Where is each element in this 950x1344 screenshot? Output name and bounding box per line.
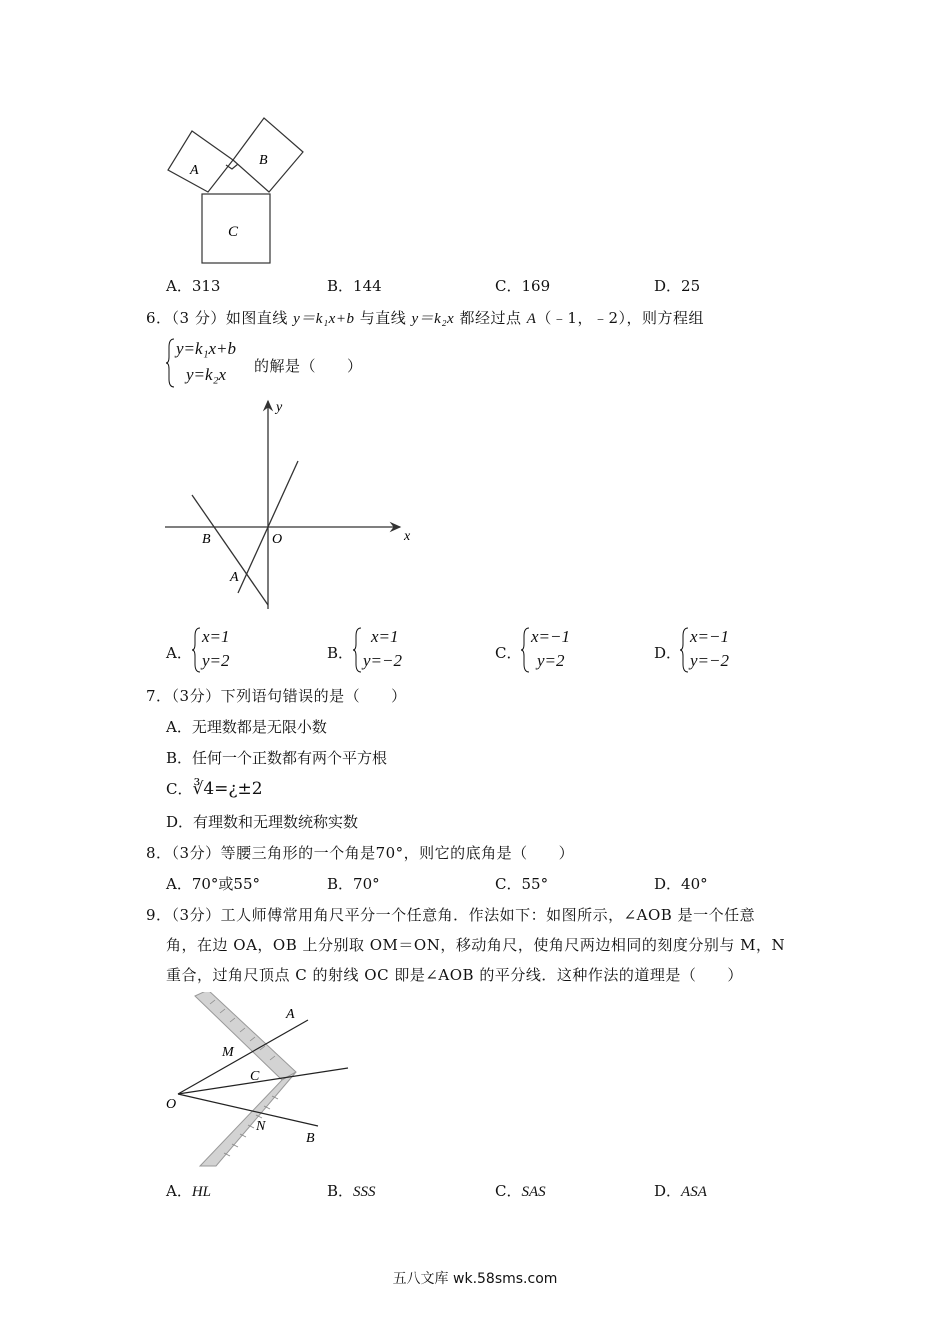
q9-option-b[interactable]: B．SSS (327, 1182, 376, 1200)
system-row-2: y=k₂x (186, 365, 227, 384)
q8-option-a[interactable]: A．70°或55° (166, 875, 261, 893)
square-b (233, 118, 303, 192)
q6-figure (160, 395, 420, 615)
carpenter-square (195, 992, 296, 1166)
label-c: C (250, 1069, 260, 1084)
q9-figure (160, 992, 352, 1170)
footer-watermark: 五八文库 wk.58sms.com (392, 1271, 558, 1287)
q6-option-a[interactable]: A． x=1 y=2 (166, 626, 286, 674)
label-m: M (222, 1045, 234, 1060)
q7-option-d[interactable]: D．有理数和无理数统称实数 (166, 813, 359, 831)
q8-option-c[interactable]: C．55° (495, 875, 549, 893)
label-c: C (228, 224, 239, 240)
q8-option-b[interactable]: B．70° (327, 875, 380, 893)
origin-label: O (272, 532, 283, 547)
q6-option-b[interactable]: B． x=1 y=−2 (327, 626, 457, 674)
label-n: N (256, 1119, 266, 1134)
label-a: A (190, 163, 199, 178)
q9-option-a[interactable]: A．HL (166, 1182, 212, 1200)
q7-option-c[interactable]: C．∛4=¿±2 (166, 779, 263, 799)
q7-option-b[interactable]: B．任何一个正数都有两个平方根 (166, 749, 388, 767)
q7-stem: 7．（3分）下列语句错误的是（ ） (146, 687, 407, 705)
q8-option-d[interactable]: D．40° (654, 875, 708, 893)
square-a (168, 131, 233, 192)
axis-label-x: x (404, 529, 411, 544)
q5-option-b[interactable]: B．144 (327, 277, 382, 295)
brace-icon (680, 627, 690, 673)
q7-option-a[interactable]: A．无理数都是无限小数 (166, 718, 327, 736)
q5-option-a[interactable]: A．313 (166, 277, 221, 295)
label-b: B (306, 1131, 315, 1146)
q6-option-c[interactable]: C． x=−1 y=2 (495, 626, 625, 674)
point-label-a: A (230, 570, 239, 585)
q9-stem-line-2: 角，在边 OA，OB 上分别取 OM＝ON，移动角尺，使角尺两边相同的刻度分别与 M，N (166, 936, 786, 954)
right-angle-mark (226, 164, 238, 169)
q6-stem-end: 的解是（ ） (254, 357, 363, 375)
q5-option-d[interactable]: D．25 (654, 277, 701, 295)
q9-option-c[interactable]: C．SAS (495, 1182, 546, 1200)
q5-figure (160, 112, 320, 272)
q9-stem-line-1: 9．（3分）工人师傅常用角尺平分一个任意角．作法如下：如图所示，∠AOB 是一个任意 (146, 906, 756, 924)
point-label-b: B (202, 532, 211, 547)
system-row-1: y=k₁x+b (176, 339, 236, 358)
brace-icon (521, 627, 531, 673)
system-brace (166, 337, 176, 389)
q9-stem-line-3: 重合，过角尺顶点 C 的射线 OC 即是∠AOB 的平分线．这种作法的道理是（ ） (166, 966, 743, 984)
brace-icon (192, 627, 202, 673)
ray-oc (178, 1068, 348, 1094)
line-k1 (192, 495, 268, 605)
q6-option-d[interactable]: D． x=−1 y=−2 (654, 626, 784, 674)
brace-icon (353, 627, 363, 673)
q6-stem: 6．（3 分）如图直线 y＝k₁x+b 与直线 y＝k₂x 都经过点 A（﹣1，﹣2），则方程组 (146, 309, 705, 327)
q8-stem: 8．（3分）等腰三角形的一个角是70°，则它的底角是（ ） (146, 844, 575, 862)
q9-option-d[interactable]: D．ASA (654, 1182, 707, 1200)
label-a: A (286, 1007, 295, 1022)
q5-option-c[interactable]: C．169 (495, 277, 551, 295)
axis-label-y: y (276, 400, 283, 415)
label-o: O (166, 1097, 177, 1112)
label-b: B (259, 153, 268, 168)
q6-system (166, 337, 396, 389)
